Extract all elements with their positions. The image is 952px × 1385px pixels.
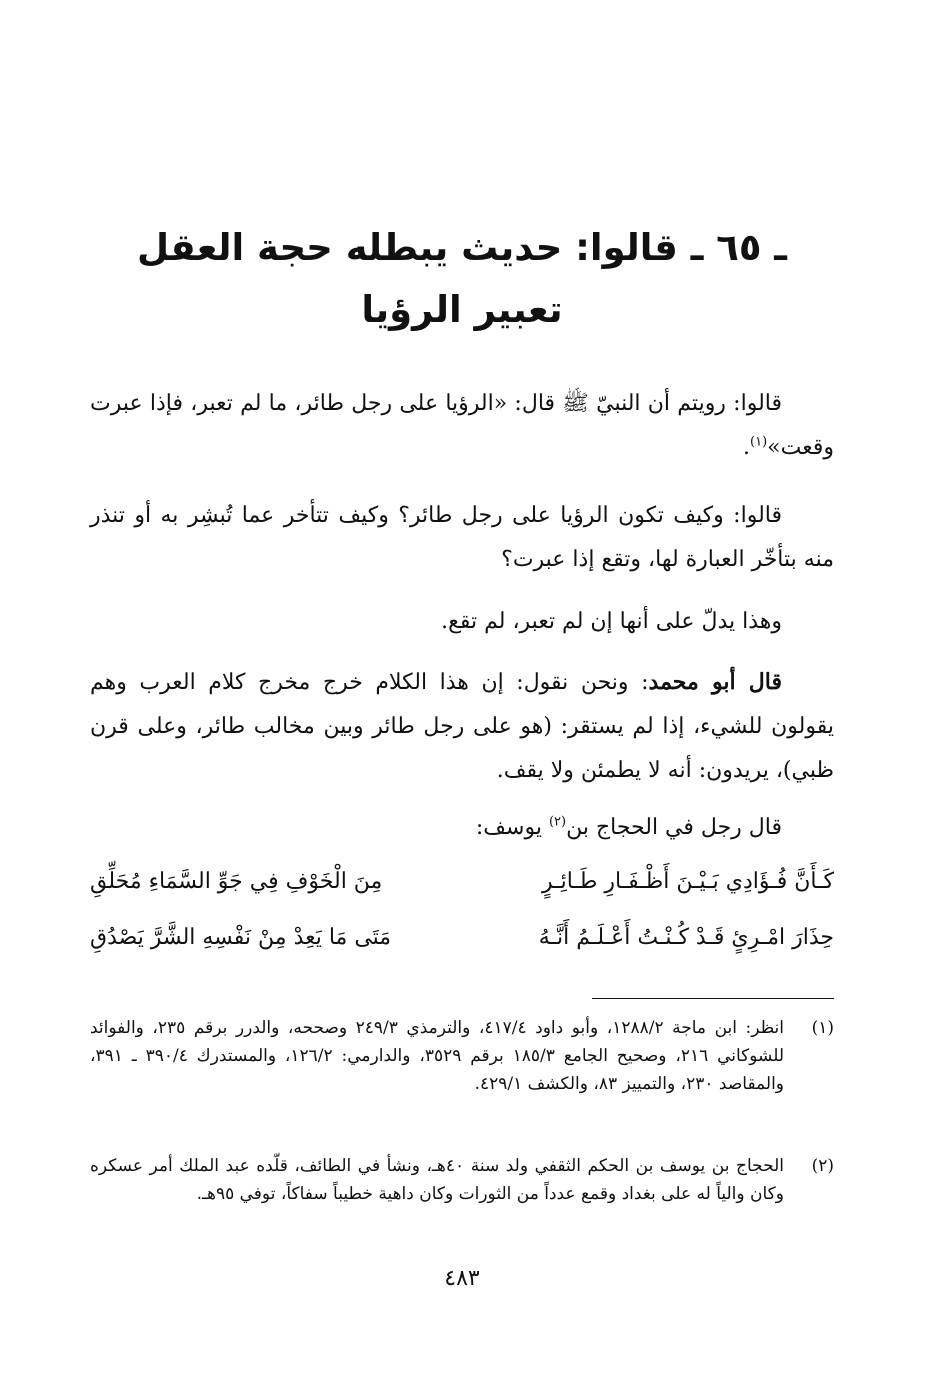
verse-first-hemistich: حِذَارَ امْـرِئٍ قَـدْ كُـنْـتُ أَعْـلَـمُ أَنَّـهُ <box>538 925 834 950</box>
footnote-number: (٢) <box>811 1156 834 1176</box>
paragraph-text-end: يوسف: <box>475 815 549 840</box>
footnote <box>90 1014 834 1098</box>
footnote <box>90 1152 834 1208</box>
footnote-reference-1: (١) <box>750 434 768 450</box>
paragraph-text: قال رجل في الحجاج بن <box>566 815 782 840</box>
footnote-text: الحجاج بن يوسف بن الحكم الثقفي ولد سنة ٤٠هـ، ونشأ في الطائف، قلّده عبد الملك أمر عسكره وكان والياً له على بغداد وقمع عدداً من الثورات وكان داهية خطيباً سفاكاً، توفي ٩٥هـ. <box>90 1156 785 1204</box>
verse-second-hemistich: مِنَ الْخَوْفِ فِي جَوِّ السَّمَاءِ مُحَلِّقِ <box>90 869 383 894</box>
footnote-separator <box>592 998 834 999</box>
speaker-name: قال أبو محمد <box>648 669 783 695</box>
paragraph-text-end: . <box>743 435 751 460</box>
verse-first-hemistich: كَـأَنَّ فُـؤَادِي بَـيْـنَ أَظْـفَـارِ طَـائِـرٍ <box>542 869 834 894</box>
paragraph-text: : ونحن نقول: إن هذا الكلام خرج مخرج كلام العرب وهم يقولون للشيء، إذا لم يستقر: (هو على رجل طائر وبين مخالب طائر، وعلى قرن ظبي)، يريدون: أنه لا يطمئن ولا يقف. <box>90 670 834 783</box>
poem-verse <box>90 916 834 960</box>
paragraph-conclusion: وهذا يدلّ على أنها إن لم تعبر، لم تقع. <box>441 609 782 634</box>
footnote-text: انظر: ابن ماجة ١٢٨٨/٢، وأبو داود ٤١٧/٤، والترمذي ٢٤٩/٣ وصححه، والدرر برقم ٢٣٥، والفوائد للشوكاني ٢١٦، وصحيح الجامع ١٨٥/٣ برقم ٣٥٢٩، والدارمي: ١٢٦/٢، والمستدرك ٣٩٠/٤ ـ ٣٩١، والمقاصد ٢٣٠، والتمييز ٨٣، والكشف ٤٢٩/١. <box>90 1018 785 1094</box>
poem-verse <box>90 860 834 904</box>
paragraph-objection: قالوا: وكيف تكون الرؤيا على رجل طائر؟ وكيف تتأخر عما تُبشِر به أو تنذر منه بتأخّر العبارة لها، وتقع إذا عبرت؟ <box>90 503 834 572</box>
paragraph-text: قالوا: رويتم أن النبيّ ﷺ قال: «الرؤيا على رجل طائر، ما لم تعبر، فإذا عبرت وقعت» <box>90 391 834 460</box>
paragraph-poem-intro <box>90 806 834 850</box>
footnote-reference-2: (٢) <box>548 814 567 830</box>
page-number: ٤٨٣ <box>444 1266 480 1291</box>
paragraph-response <box>90 660 834 793</box>
chapter-title: ـ ٦٥ ـ قالوا: حديث يبطله حجة العقل <box>137 226 787 269</box>
book-page <box>90 0 834 1385</box>
chapter-subtitle: تعبير الرؤيا <box>361 288 563 331</box>
footnote-number: (١) <box>811 1018 834 1038</box>
verse-second-hemistich: مَتَى مَا يَعِدْ مِنْ نَفْسِهِ الشَّرَّ يَصْدُقِ <box>90 925 392 950</box>
paragraph-hadith-claim <box>90 382 834 470</box>
